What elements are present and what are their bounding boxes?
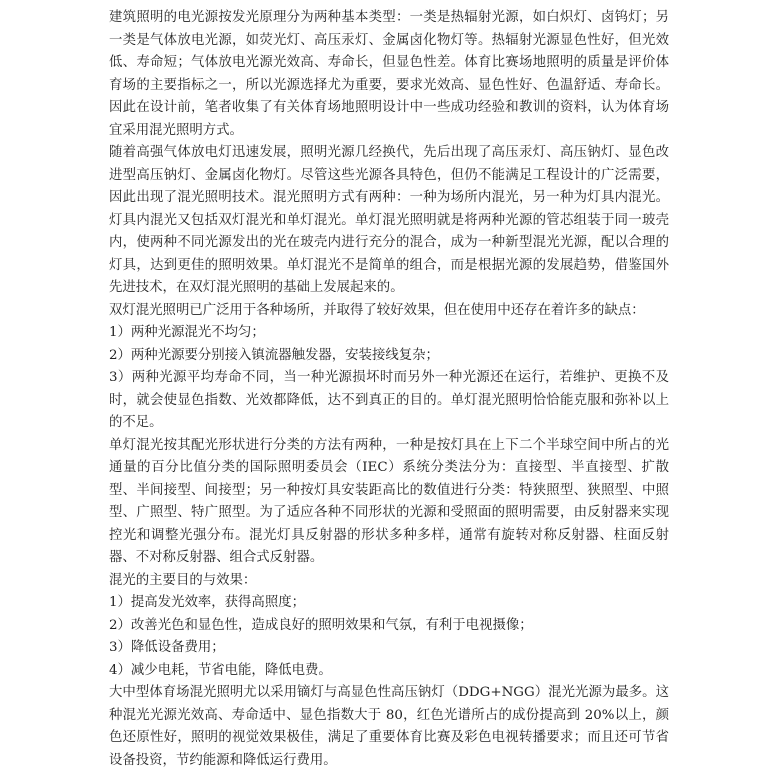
list-item-purpose-1: 1）提高发光效率，获得高照度； — [109, 595, 305, 610]
document-body — [109, 7, 669, 772]
paragraph-mixed-lighting-development: 随着高强气体放电灯迅速发展，照明光源几经换代，先后出现了高压汞灯、高压钠灯、显色改进型高压钠灯、金属卤化物灯。尽管这些光源各具特色，但仍不能满足工程设计的广泛需要，因此出现了混光照明技术。混光照明方式有两种：一种为场所内混光，另一种为灯具内混光。灯具内混光又包括双灯混光和单灯混光。单灯混光照明就是将两种光源的管芯组装于同一玻壳内，使两种不同光源发出的光在玻壳内进行充分的混合，成为一种新型混光光源，配以合理的灯具，达到更佳的照明效果。单灯混光不是简单的组合，而是根据光源的发展趋势，借鉴国外先进技术，在双灯混光照明的基础上发展起来的。 — [109, 145, 669, 295]
paragraph-stadium-ddg-ngg: 大中型体育场混光照明尤以采用镝灯与高显色性高压钠灯（DDG+NGG）混光光源为最多。这种混光光源光效高、寿命适中、显色指数大于 80，红色光谱所占的成份提高到 20%以上，颜色还原性好，照明的视觉效果极佳，满足了重要体育比赛及彩色电视转播要求；而且还可节省设备投资，节约能源和降低运行费用。 — [109, 685, 669, 768]
list-item-drawback-2: 2）两种光源要分别接入镇流器触发器，安装接线复杂； — [109, 347, 439, 363]
paragraph-light-source-types: 建筑照明的电光源按发光原理分为两种基本类型：一类是热辐射光源，如白炽灯、卤钨灯；另一类是气体放电光源，如荧光灯、高压汞灯、金属卤化物灯等。热辐射光源显色性好，但光效低、寿命短；气体放电光源光效高、寿命长，但显色性差。体育比赛场地照明的质量是评价体育场的主要指标之一，所以光源选择尤为重要，要求光效高、显色性好、色温舒适、寿命长。因此在设计前，笔者收集了有关体育场地照明设计中一些成功经验和教训的资料，认为体育场宜采用混光照明方式。 — [109, 10, 669, 138]
list-item-purpose-2: 2）改善光色和显色性，造成良好的照明效果和气氛，有利于电视摄像； — [109, 617, 533, 633]
list-item-purpose-4: 4）减少电耗，节省电能，降低电费。 — [109, 662, 332, 678]
list-item-purpose-3: 3）降低设备费用； — [109, 640, 225, 655]
paragraph-dual-lamp-drawbacks-intro: 双灯混光照明已广泛用于各种场所，并取得了较好效果，但在使用中还存在着许多的缺点： — [109, 302, 645, 318]
list-item-drawback-1: 1）两种光源混光不均匀； — [109, 325, 265, 340]
paragraph-mixing-purpose-heading: 混光的主要目的与效果： — [109, 572, 257, 588]
list-item-drawback-3: 3）两种光源平均寿命不同，当一种光源损坏时而另外一种光源还在运行，若维护、更换不及时，就会使显色指数、光效都降低，达不到真正的目的。单灯混光照明恰恰能克服和弥补以上的不足。 — [109, 370, 669, 430]
paragraph-luminaire-classification: 单灯混光按其配光形状进行分类的方法有两种，一种是按灯具在上下二个半球空间中所占的光通量的百分比值分类的国际照明委员会（IEC）系统分类法分为：直接型、半直接型、扩散型、半间接型、间接型；另一种按灯具安装距高比的数值进行分类：特狭照型、狭照型、中照型、广照型、特广照型。为了适应各种不同形状的光源和受照面的照明需要，由反射器来实现控光和调整光强分布。混光灯具反射器的形状多种多样，通常有旋转对称反射器、柱面反射器、不对称反射器、组合式反射器。 — [109, 437, 669, 565]
